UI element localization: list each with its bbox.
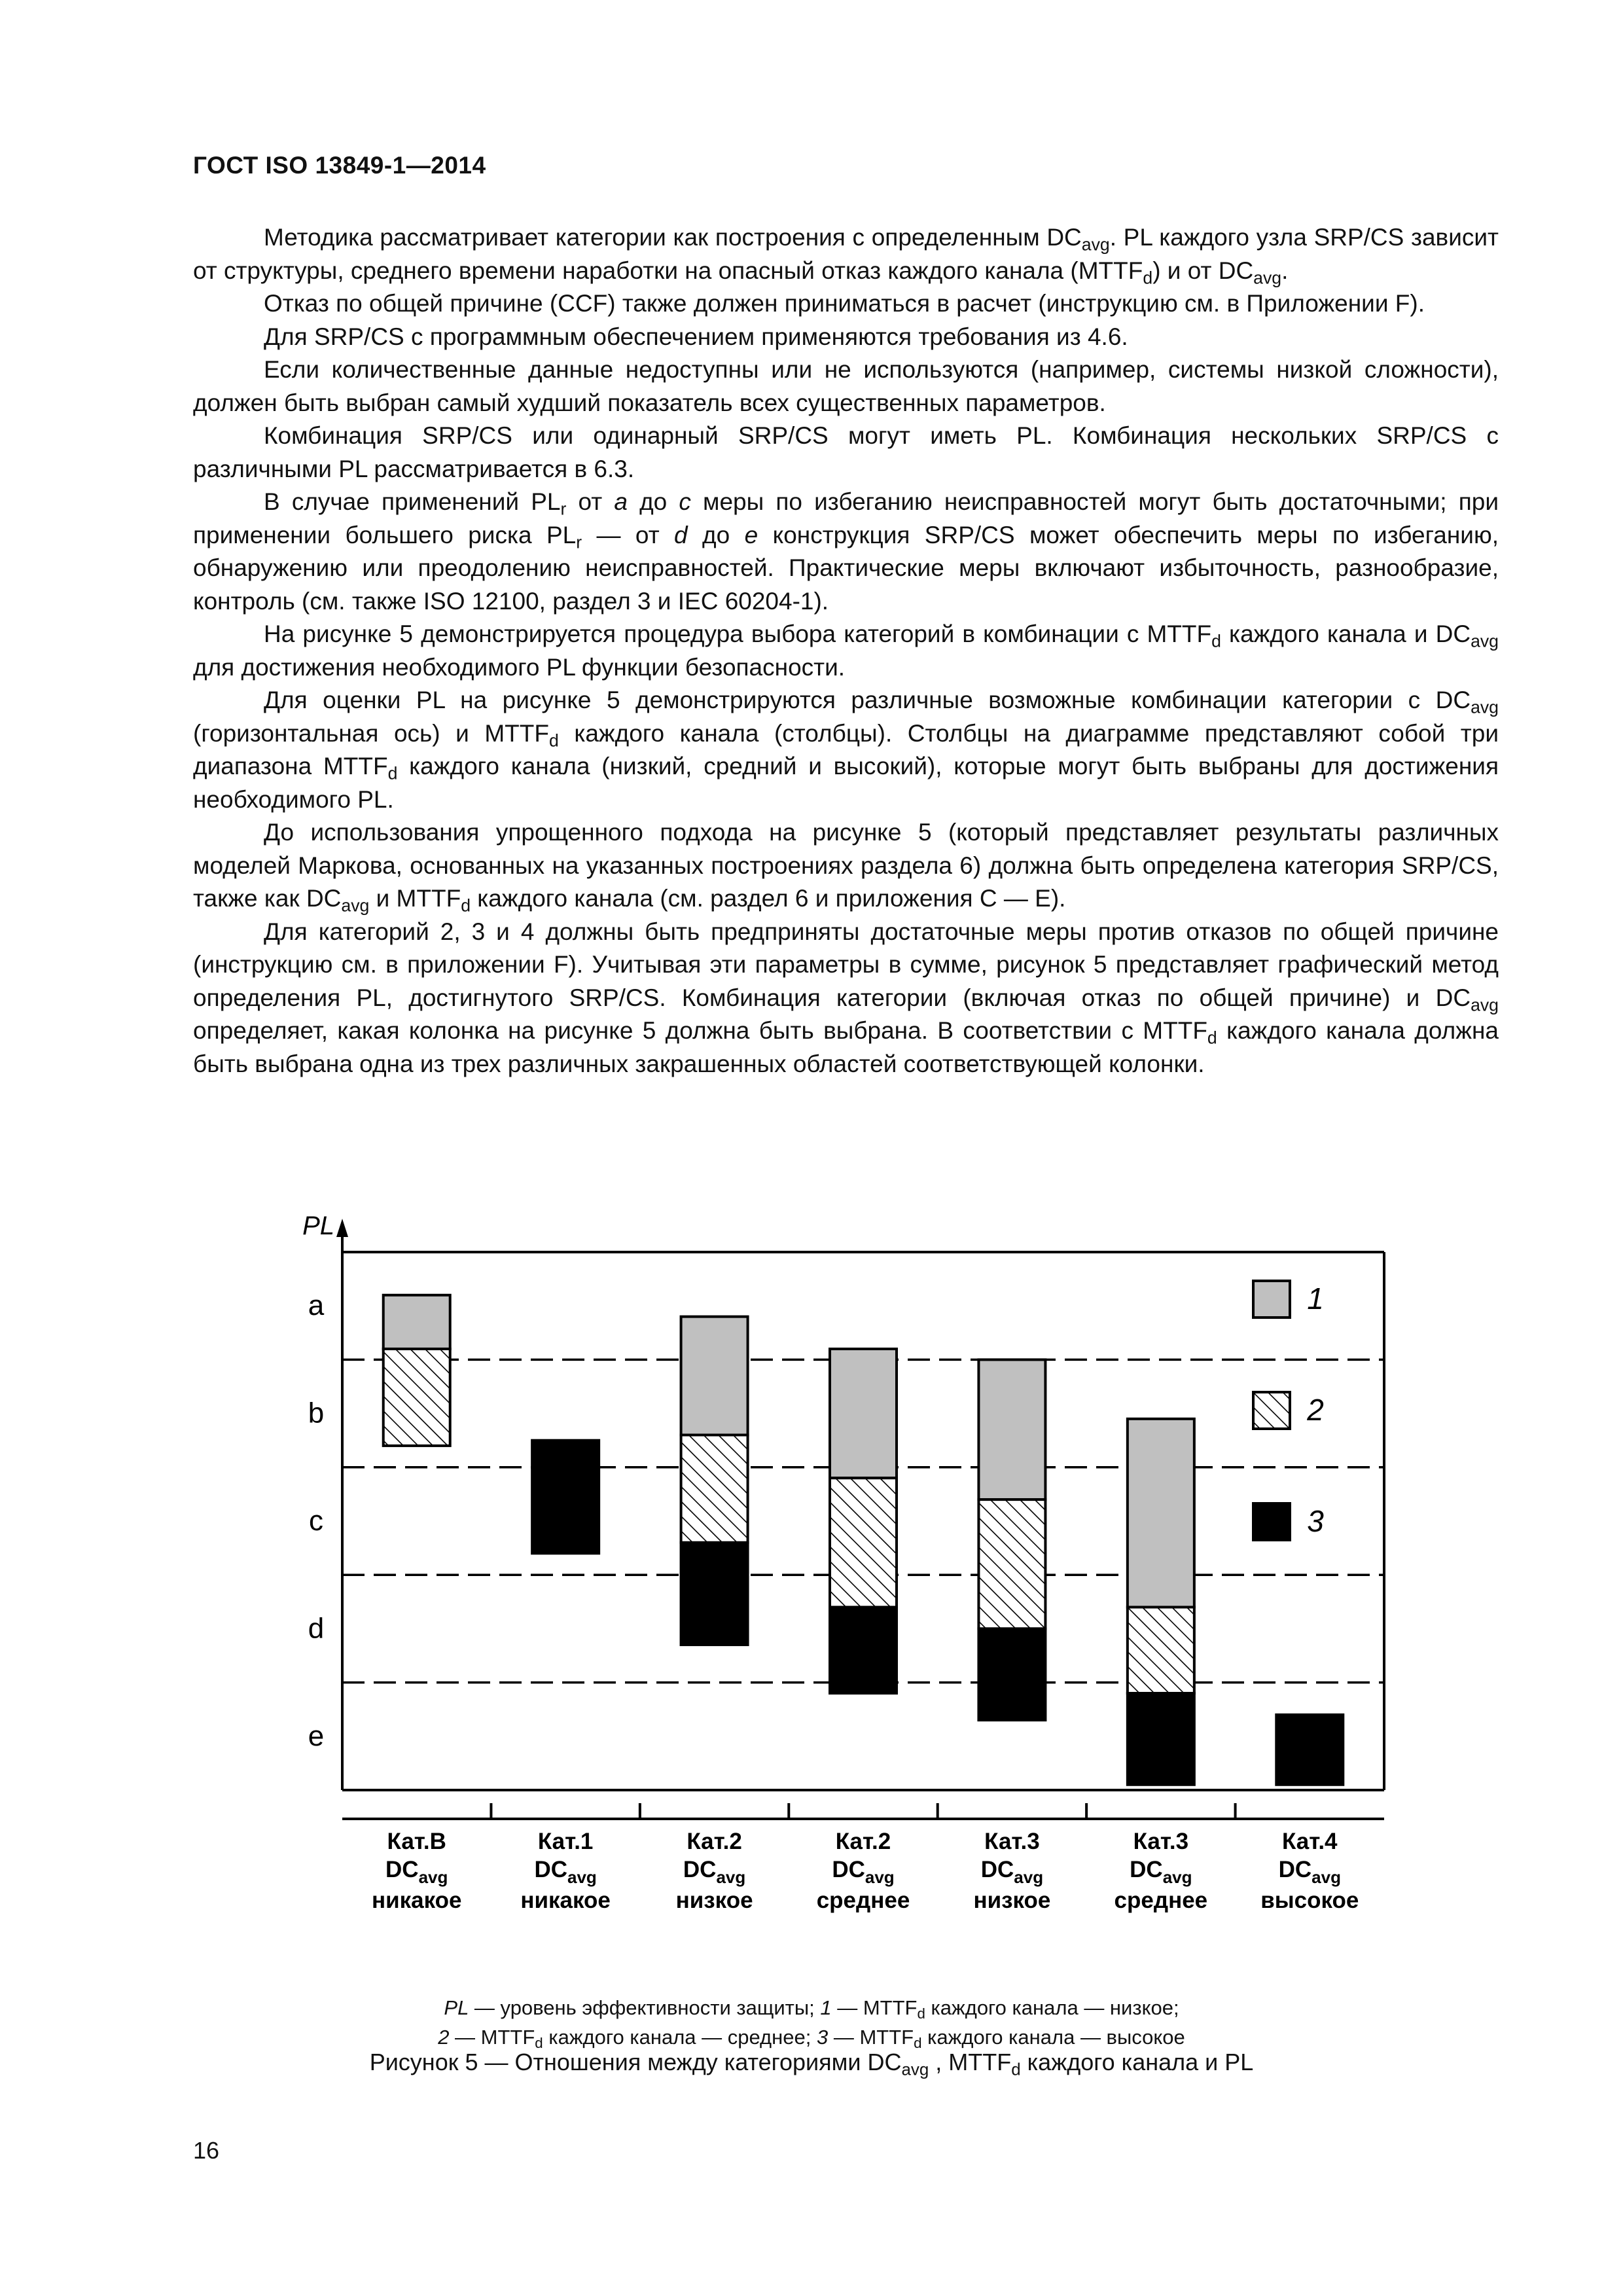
figure-legend-notes [0,1993,1623,2052]
paragraph: Для оценки PL на рисунке 5 демонстрируются различные возможные комбинации категории с $DC_{avg}$ (горизонтальная ось) и $MTTF_d$ каждого канала (столбцы). Столбцы на диаграмме представляют собой три диапазона $MTTF_d$ каждого канала (низкий, средний и высокий), которые могут быть выбраны для достижения необходимого PL. [193,687,1499,813]
paragraph: В случае применений $PL_r$ от a до c меры по избеганию неисправностей могут быть достаточными; при применении большего риска $PL_r$ — от d до e конструкция SRP/CS может обеспечить меры по избеганию, обнаружению или преодолению неисправностей. Практические меры включают избыточность, разнообразие, контроль (см. также ISO 12100, раздел 3 и IEC 60204-1). [193,488,1499,615]
paragraph: Отказ по общей причине (CCF) также должен приниматься в расчет (инструкцию см. в Приложении F). [264,290,1425,317]
figure-5-chart [0,1191,1623,2003]
page-number: 16 [193,2137,220,2164]
bar-segment-mttfd-1 [681,1317,748,1435]
document-header: ГОСТ ISO 13849-1—2014 [193,152,486,179]
x-tick-label: никакое [520,1888,611,1913]
x-tick-label: Кат.2 [835,1829,891,1854]
x-tick-label: $DC_{avg}$ [534,1857,597,1887]
legend-note-line-2: 2 — $MTTF_d$ каждого канала — среднее; 3 — $MTTF_d$ каждого канала — высокое [438,2026,1185,2052]
bar-segment-mttfd-3 [1128,1693,1194,1785]
bar-segment-mttfd-2 [830,1478,897,1607]
x-tick-label: $DC_{avg}$ [832,1857,895,1887]
legend-swatch-3 [1253,1503,1290,1540]
paragraph: Методика рассматривает категории как построения с определенным $DC_{avg}$. PL каждого узла SRP/CS зависит от структуры, среднего времени наработки на опасный отказ каждого канала $(MTTF_d)$ и от $DC_{avg}$. [193,224,1499,287]
bar-segment-mttfd-3 [681,1543,748,1645]
paragraph: До использования упрощенного подхода на рисунке 5 (который представляет результаты различных моделей Маркова, основанных на указанных построениях раздела 6) должна быть определена категория SRP/CS, также как $DC_{avg}$ и $MTTF_d$ каждого канала (см. раздел 6 и приложения С — Е). [193,819,1499,916]
bar-segment-mttfd-3 [830,1607,897,1694]
x-tick-label: никакое [371,1888,462,1913]
x-tick-label: среднее [816,1888,910,1913]
body-text [193,221,1499,1081]
y-axis-arrowhead [336,1219,348,1237]
x-tick-label: Кат.3 [1133,1829,1189,1854]
legend-label: 3 [1307,1504,1324,1538]
pl-level-label: b [308,1397,325,1429]
x-tick-label: Кат.B [387,1829,446,1854]
x-tick-label: низкое [973,1888,1051,1913]
x-tick-label: Кат.2 [687,1829,742,1854]
bar-segment-mttfd-3 [978,1628,1045,1720]
bar-segment-mttfd-2 [383,1349,450,1446]
bar-segment-mttfd-1 [383,1295,450,1349]
paragraph: Для SRP/CS с программным обеспечением применяются требования из 4.6. [264,323,1128,350]
x-tick-label: Кат.3 [984,1829,1040,1854]
pl-level-label: c [309,1505,323,1537]
legend-swatch-2 [1253,1392,1290,1429]
paragraph: Комбинация SRP/CS или одинарный SRP/CS могут иметь PL. Комбинация нескольких SRP/CS с различными PL рассматривается в 6.3. [193,422,1499,482]
bar-segment-mttfd-1 [978,1359,1045,1499]
legend-label: 1 [1307,1282,1324,1316]
x-tick-label: высокое [1260,1888,1359,1913]
pl-level-label: a [308,1289,325,1322]
bar-segment-mttfd-1 [1128,1419,1194,1607]
paragraph: На рисунке 5 демонстрируется процедура выбора категорий в комбинации с $MTTF_d$ каждого канала и $DC_{avg}$ для достижения необходимого PL функции безопасности. [193,620,1499,681]
bar-segment-mttfd-3 [532,1441,599,1554]
legend-note-line-1: PL — уровень эффективности защиты; 1 — $MTTF_d$ каждого канала — низкое; [444,1996,1179,2022]
x-tick-label: Кат.4 [1282,1829,1338,1854]
bar-segment-mttfd-1 [830,1349,897,1478]
x-tick-label: низкое [675,1888,753,1913]
pl-level-label: d [308,1612,325,1645]
pl-level-label: e [308,1719,325,1752]
x-tick-label: $DC_{avg}$ [1130,1857,1192,1887]
figure-caption: Рисунок 5 — Отношения между категориями $DC_{avg}$ , $MTTF_d$ каждого канала и PL [369,2049,1254,2079]
x-tick-label: $DC_{avg}$ [980,1857,1044,1887]
legend-swatch-1 [1253,1281,1290,1318]
x-tick-label: Кат.1 [537,1829,594,1854]
x-tick-label: $DC_{avg}$ [385,1857,448,1887]
bar-segment-mttfd-2 [1128,1607,1194,1694]
paragraph: Для категорий 2, 3 и 4 должны быть предприняты достаточные меры против отказов по общей причине (инструкцию см. в приложении F). Учитывая эти параметры в сумме, рисунок 5 представляет графический метод определения PL, достигнутого SRP/CS. Комбинация категории (включая отказ по общей причине) и $DC_{avg}$ определяет, какая колонка на рисунке 5 должна быть выбрана. В соответствии с $MTTF_d$ каждого канала должна быть выбрана одна из трех различных закрашенных областей соответствующей колонки. [193,918,1499,1077]
legend-label: 2 [1307,1393,1324,1427]
bar-segment-mttfd-3 [1276,1715,1343,1785]
bar-segment-mttfd-2 [681,1435,748,1542]
x-tick-label: $DC_{avg}$ [683,1857,746,1887]
chart-svg [0,1191,1623,2003]
paragraph: Если количественные данные недоступны или не используются (например, системы низкой сложности), должен быть выбран самый худший показатель всех существенных параметров. [193,356,1499,416]
y-axis-label: PL [302,1211,334,1240]
x-tick-label: среднее [1114,1888,1208,1913]
bar-segment-mttfd-2 [978,1499,1045,1628]
x-tick-label: $DC_{avg}$ [1278,1857,1341,1887]
